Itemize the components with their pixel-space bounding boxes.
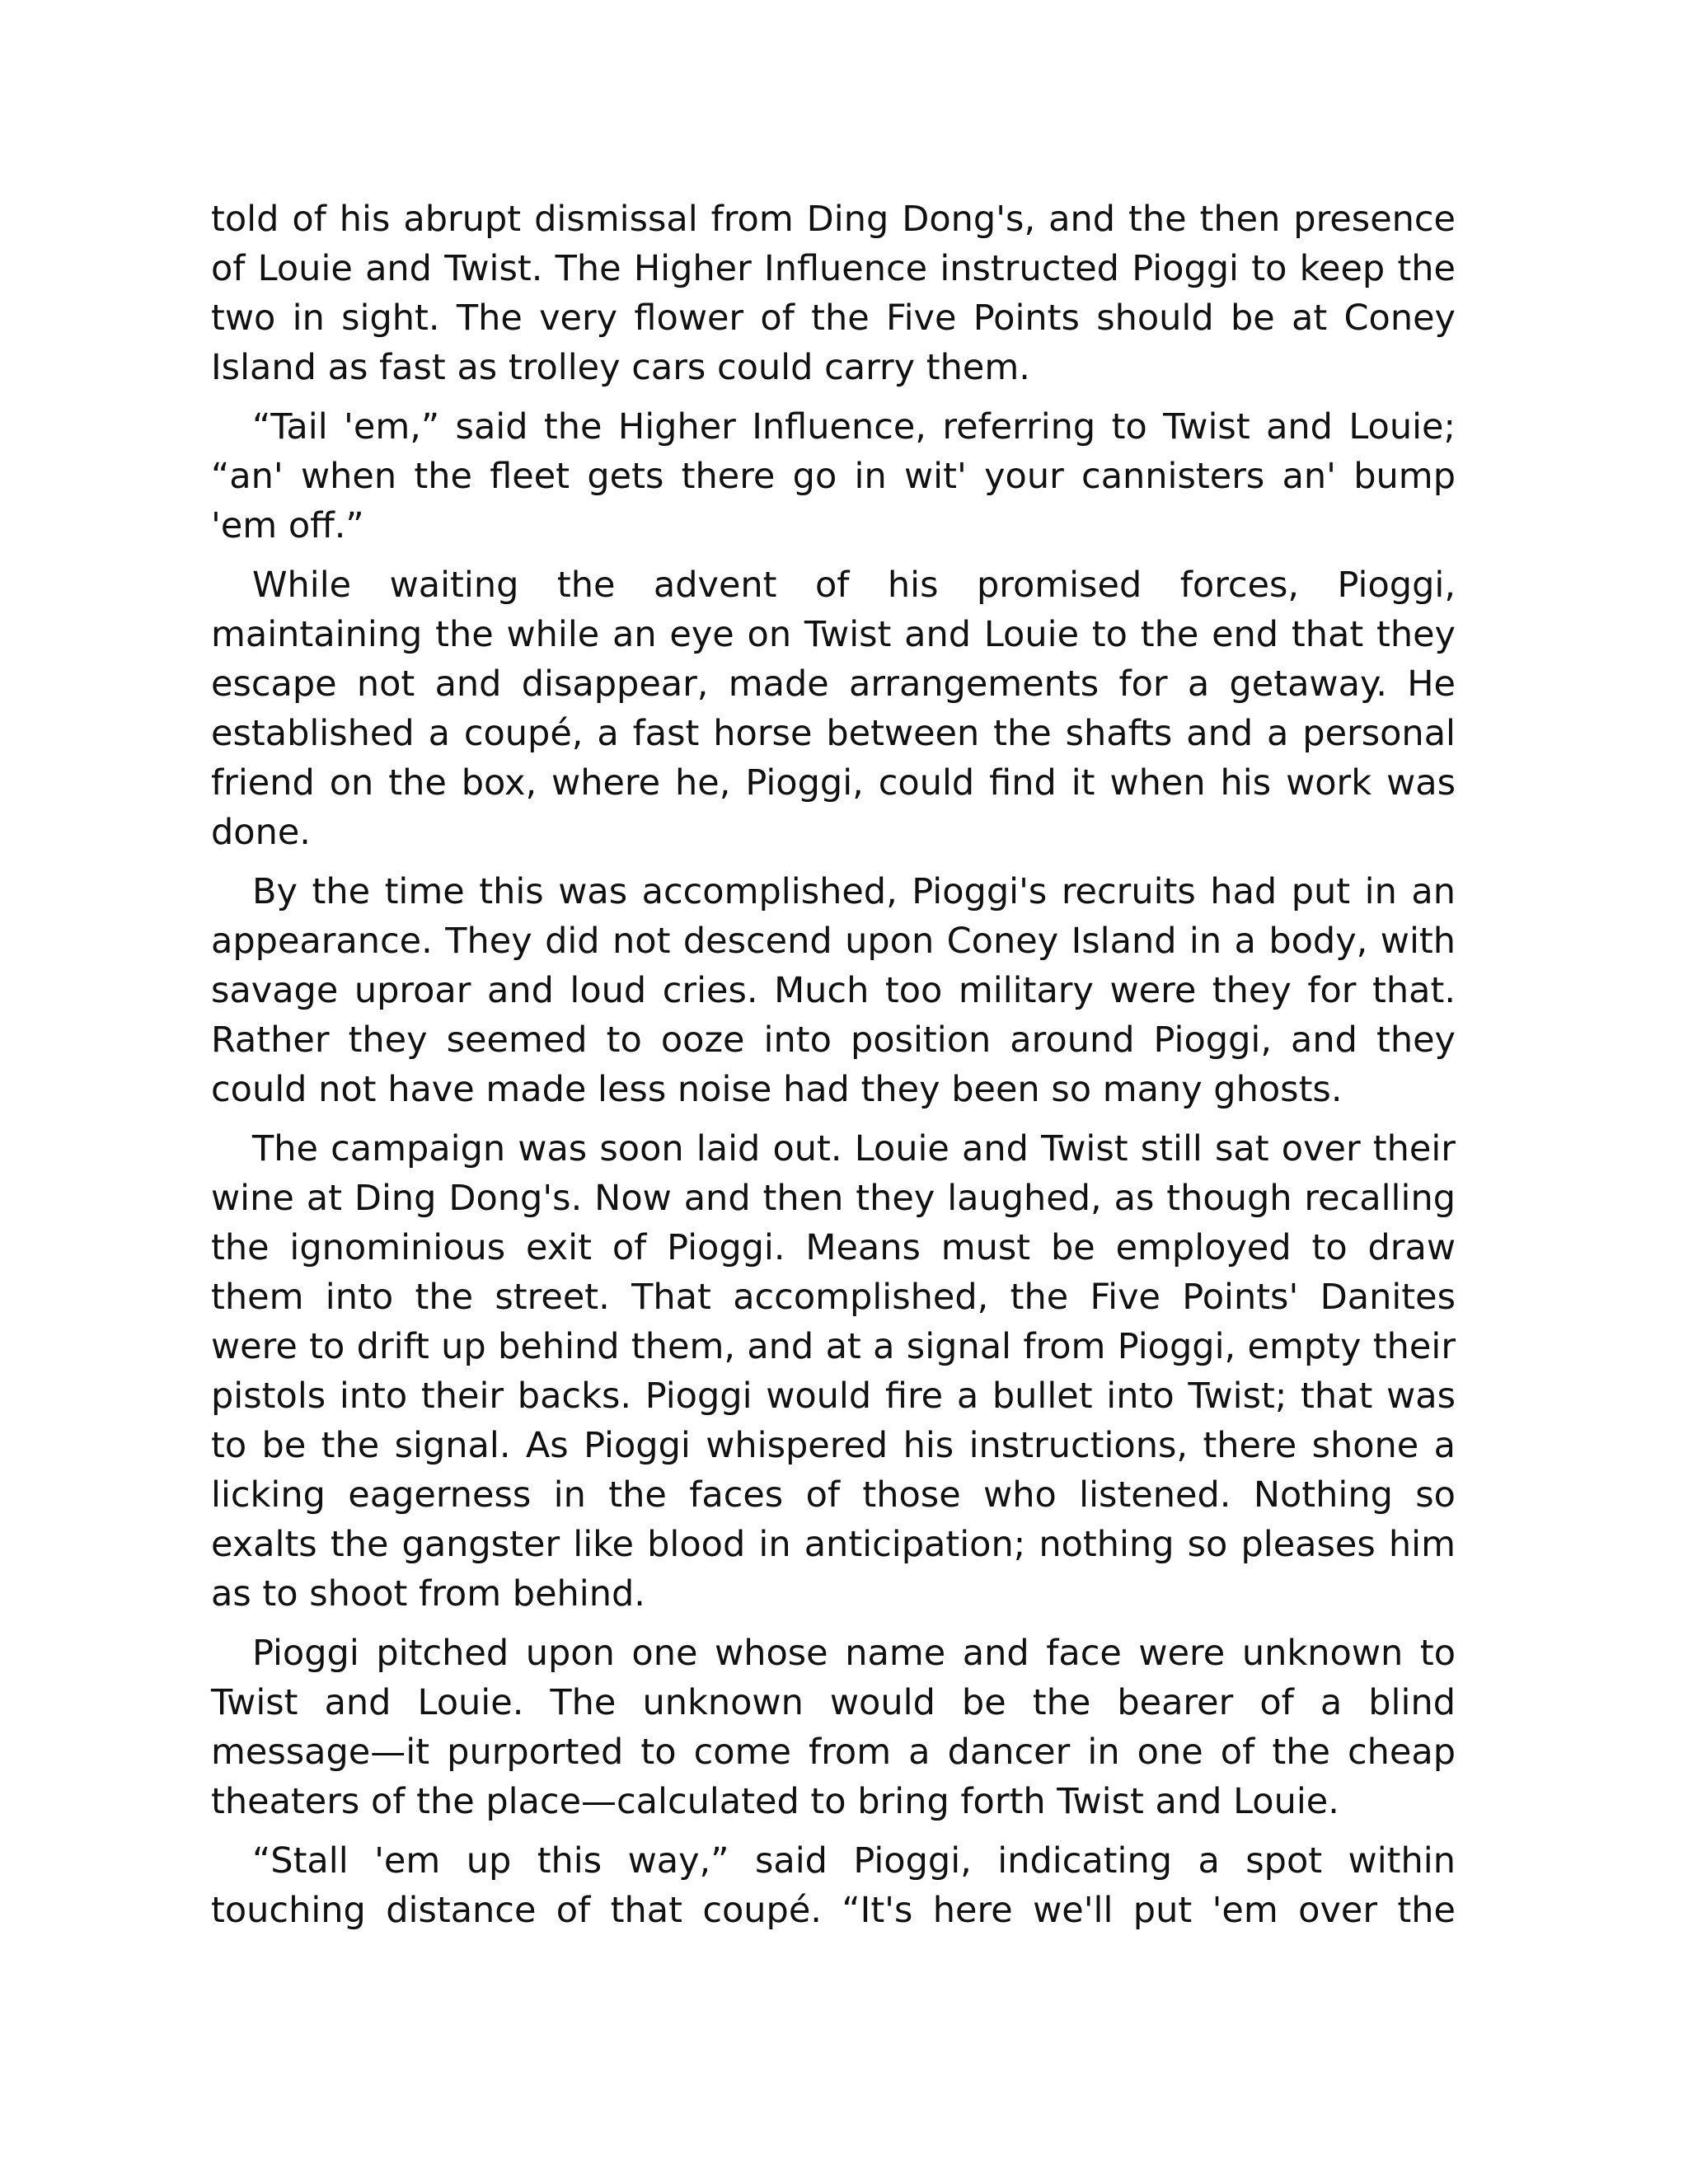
paragraph-5: The campaign was soon laid out. Louie and Twist still sat over their wine at Ding Dong's. Now and then they laughed, as though recalling the ignominious exit of Pioggi. Means must be employed to draw them into the street. That accomplished, the Five Points' Danites were to drift up behind them, and at a signal from Pioggi, empty their pistols into their backs. Pioggi would fire a bullet into Twist; that was to be the signal. As Pioggi whispered his instructions, there shone a licking eagerness in the faces of those who listened. Nothing so exalts the gangster like blood in anticipation; nothing so pleases him as to shoot from behind.: [211, 1128, 1456, 1615]
body-text: [211, 194, 1456, 1935]
paragraph-6: Pioggi pitched upon one whose name and face were unknown to Twist and Louie. The unknown would be the bearer of a blind message—it purported to come from a dancer in one of the cheap theaters of the place—calculated to bring forth Twist and Louie.: [211, 1633, 1456, 1822]
paragraph-3: While waiting the advent of his promised forces, Pioggi, maintaining the while an eye on Twist and Louie to the end that they escape not and disappear, made arrangements for a getaway. He established a coupé, a fast horse between the shafts and a personal friend on the box, where he, Pioggi, could find it when his work was done.: [211, 565, 1456, 853]
paragraph-1: told of his abrupt dismissal from Ding Dong's, and the then presence of Louie and Twist. The Higher Influence instructed Pioggi to keep the two in sight. The very flower of the Five Points should be at Coney Island as fast as trolley cars could carry them.: [211, 199, 1456, 388]
paragraph-4: By the time this was accomplished, Pioggi's recruits had put in an appearance. They did not descend upon Coney Island in a body, with savage uproar and loud cries. Much too military were they for that. Rather they seemed to ooze into position around Pioggi, and they could not have made less noise had they been so many ghosts.: [211, 871, 1456, 1110]
paragraph-2: “Tail 'em,” said the Higher Influence, referring to Twist and Louie; “an' when the fleet gets there go in wit' your cannisters an' bump 'em off.”: [211, 406, 1456, 546]
paragraph-7: “Stall 'em up this way,” said Pioggi, indicating a spot within touching distance of that coupé. “It's here we'll put 'em over the: [211, 1840, 1456, 1931]
